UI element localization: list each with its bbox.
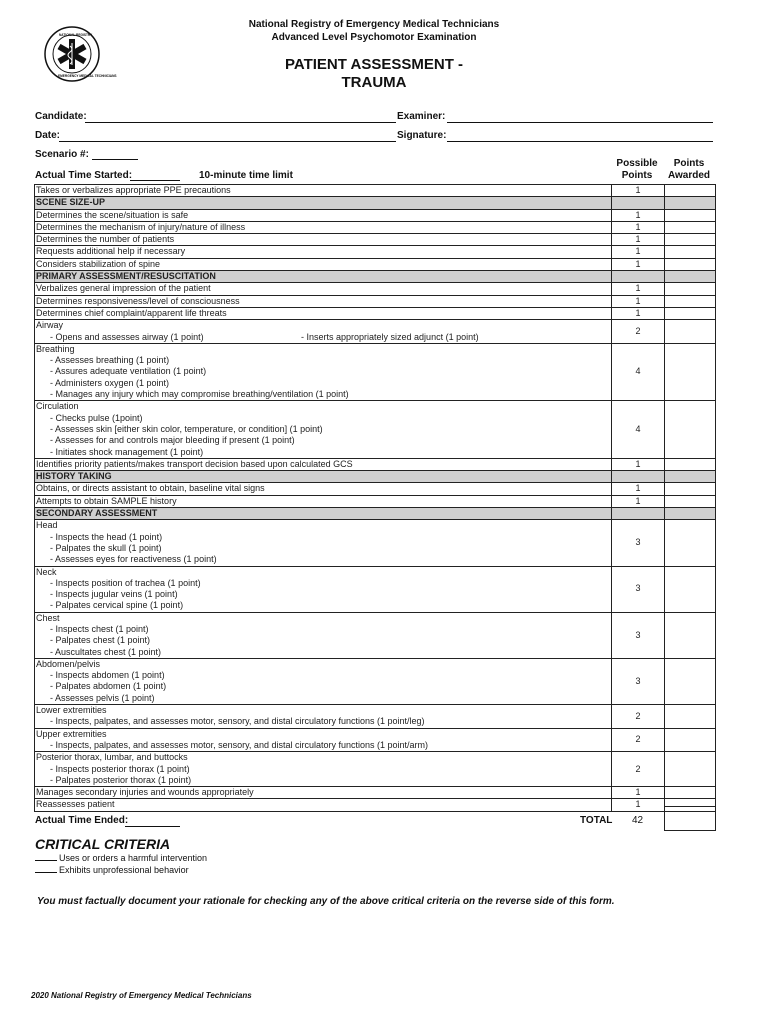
criterion-text: Abdomen/pelvis <box>36 658 101 669</box>
possible-points-cell: 1 <box>612 799 665 811</box>
table-row <box>35 209 716 221</box>
criterion-cell <box>35 787 612 799</box>
section-points-cell <box>612 271 665 283</box>
points-awarded-cell[interactable] <box>665 283 716 295</box>
sub-criterion-text: - Palpates abdomen (1 point) <box>50 681 167 692</box>
section-heading <box>35 471 612 483</box>
sub-criterion-text: - Inspects jugular veins (1 point) <box>50 589 178 600</box>
criterion-cell <box>35 295 612 307</box>
table-row <box>35 343 716 400</box>
criterion-text: Determines the mechanism of injury/nature of illness <box>36 221 246 232</box>
possible-points-cell: 1 <box>612 258 665 270</box>
possible-points-cell: 4 <box>612 343 665 400</box>
candidate-label: Candidate: <box>35 111 87 122</box>
possible-points-cell: 4 <box>612 401 665 458</box>
total-awarded-box[interactable] <box>664 806 716 831</box>
section-row <box>35 471 716 483</box>
sub-criterion-text: - Palpates posterior thorax (1 point) <box>50 774 192 785</box>
form-title-line2: TRAUMA <box>341 74 407 91</box>
section-row <box>35 508 716 520</box>
examiner-label: Examiner: <box>397 111 446 122</box>
section-row <box>35 197 716 209</box>
points-awarded-cell[interactable] <box>665 221 716 233</box>
points-awarded-cell[interactable] <box>665 752 716 787</box>
criterion-text: Lower extremities <box>36 705 107 716</box>
form-title-line1: PATIENT ASSESSMENT - <box>284 56 464 73</box>
criterion-cell <box>35 185 612 197</box>
points-awarded-cell[interactable] <box>665 566 716 612</box>
possible-points-cell: 2 <box>612 320 665 344</box>
criterion-text: Determines responsiveness/level of consciousness <box>36 295 240 306</box>
examiner-field[interactable] <box>447 122 713 123</box>
sub-criterion-text: - Assesses pelvis (1 point) <box>50 692 155 703</box>
points-awarded-cell[interactable] <box>665 307 716 319</box>
criterion-text: Determines the scene/situation is safe <box>36 209 189 220</box>
table-row <box>35 283 716 295</box>
points-awarded-cell[interactable] <box>665 612 716 658</box>
criterion-cell <box>35 566 612 612</box>
points-awarded-header: Points Awarded <box>667 158 711 181</box>
criterion-cell <box>35 221 612 233</box>
sub-criterion-text: - Inspects position of trachea (1 point) <box>50 577 201 588</box>
possible-points-cell: 1 <box>612 246 665 258</box>
criterion-text: Identifies priority patients/makes transport decision based upon calculated GCS <box>36 458 353 469</box>
table-row <box>35 658 716 704</box>
time-ended-label: Actual Time Ended: <box>35 815 129 826</box>
section-heading <box>35 271 612 283</box>
criterion-cell <box>35 495 612 507</box>
criterion-cell <box>35 320 612 344</box>
possible-points-cell: 1 <box>612 483 665 495</box>
possible-points-cell: 2 <box>612 752 665 787</box>
criterion-cell <box>35 658 612 704</box>
criterion-cell <box>35 401 612 458</box>
critical-item[interactable]: Exhibits unprofessional behavior <box>35 865 189 875</box>
criterion-text: Circulation <box>36 401 79 412</box>
possible-points-cell: 3 <box>612 612 665 658</box>
org-name: National Registry of Emergency Medical Technicians <box>248 19 500 30</box>
sub-criterion-text: - Manages any injury which may compromise breathing/ventilation (1 point) <box>50 389 349 400</box>
sub-criterion-text: - Checks pulse (1point) <box>50 412 143 423</box>
points-awarded-cell[interactable] <box>665 258 716 270</box>
sub-criterion-text: - Auscultates chest (1 point) <box>50 646 162 657</box>
criterion-text: Manages secondary injuries and wounds appropriately <box>36 787 254 798</box>
criterion-cell <box>35 307 612 319</box>
points-awarded-cell[interactable] <box>665 185 716 197</box>
possible-points-cell: 1 <box>612 787 665 799</box>
section-awarded-cell <box>665 508 716 520</box>
possible-points-cell: 1 <box>612 307 665 319</box>
signature-label: Signature: <box>397 130 447 141</box>
criterion-text: Verbalizes general impression of the patient <box>36 283 211 294</box>
criterion-cell <box>35 705 612 729</box>
total-value: 42 <box>632 815 644 826</box>
points-awarded-cell[interactable] <box>665 458 716 470</box>
section-row <box>35 271 716 283</box>
table-row <box>35 612 716 658</box>
table-row <box>35 799 716 811</box>
criterion-cell <box>35 520 612 566</box>
signature-field[interactable] <box>447 141 713 142</box>
table-row <box>35 520 716 566</box>
section-label: PRIMARY ASSESSMENT/RESUSCITATION <box>36 271 216 282</box>
date-field[interactable] <box>59 141 396 142</box>
svg-text:EMERGENCY MEDICAL TECHNICIANS: EMERGENCY MEDICAL TECHNICIANS <box>58 74 117 78</box>
candidate-field[interactable] <box>85 122 396 123</box>
possible-points-cell: 1 <box>612 185 665 197</box>
table-row <box>35 320 716 344</box>
criterion-cell <box>35 258 612 270</box>
possible-points-cell: 1 <box>612 221 665 233</box>
table-row <box>35 295 716 307</box>
section-label: SECONDARY ASSESSMENT <box>36 508 158 519</box>
section-label: HISTORY TAKING <box>36 471 112 482</box>
table-row <box>35 705 716 729</box>
criterion-text: Determines the number of patients <box>36 234 175 245</box>
points-awarded-cell[interactable] <box>665 295 716 307</box>
sub-criterion-text: - Inspects the head (1 point) <box>50 531 163 542</box>
points-awarded-cell[interactable] <box>665 209 716 221</box>
criterion-text: Chest <box>36 612 60 623</box>
criterion-text: Takes or verbalizes appropriate PPE precautions <box>36 185 231 195</box>
table-row <box>35 483 716 495</box>
table-row <box>35 728 716 752</box>
points-awarded-cell[interactable] <box>665 705 716 729</box>
points-awarded-cell[interactable] <box>665 658 716 704</box>
points-awarded-cell[interactable] <box>665 495 716 507</box>
table-row <box>35 566 716 612</box>
documentation-note: You must factually document your rationale for checking any of the above critical criteria on the reverse side of this form. <box>37 896 615 907</box>
time-started-field[interactable] <box>130 180 180 181</box>
sub-criterion-text: - Inspects, palpates, and assesses motor, sensory, and distal circulatory functions (1 point/arm) <box>50 739 429 750</box>
possible-points-header: Possible Points <box>616 158 658 181</box>
scenario-label: Scenario #: <box>35 149 89 160</box>
sub-criterion-text: - Inspects chest (1 point) <box>50 623 149 634</box>
section-points-cell <box>612 508 665 520</box>
possible-points-cell: 1 <box>612 458 665 470</box>
criterion-cell <box>35 799 612 811</box>
criterion-cell <box>35 458 612 470</box>
table-row <box>35 752 716 787</box>
possible-points-cell: 2 <box>612 728 665 752</box>
section-label: SCENE SIZE-UP <box>36 197 106 208</box>
sub-criterion-text: - Inspects posterior thorax (1 point) <box>50 763 190 774</box>
table-row <box>35 787 716 799</box>
possible-points-cell: 1 <box>612 495 665 507</box>
scenario-field[interactable] <box>92 159 138 160</box>
table-row <box>35 246 716 258</box>
possible-points-cell: 3 <box>612 658 665 704</box>
criterion-cell <box>35 752 612 787</box>
criterion-text: Reassesses patient <box>36 799 115 810</box>
time-ended-field[interactable] <box>125 826 180 827</box>
critical-item[interactable]: Uses or orders a harmful intervention <box>35 853 207 863</box>
criterion-text: Upper extremities <box>36 728 107 739</box>
section-awarded-cell <box>665 471 716 483</box>
points-awarded-cell[interactable] <box>665 787 716 799</box>
criterion-text: Neck <box>36 566 57 577</box>
criterion-text: Considers stabilization of spine <box>36 258 161 269</box>
date-label: Date: <box>35 130 61 141</box>
sub-criterion-text: - Palpates cervical spine (1 point) <box>50 600 184 611</box>
possible-points-cell: 3 <box>612 566 665 612</box>
possible-points-cell: 1 <box>612 209 665 221</box>
criterion-text: Attempts to obtain SAMPLE history <box>36 495 177 506</box>
sub-criterion-text: - Opens and assesses airway (1 point) <box>50 331 204 342</box>
time-started-label: Actual Time Started: <box>35 170 133 181</box>
criterion-cell <box>35 728 612 752</box>
critical-criteria-title: CRITICAL CRITERIA <box>35 836 171 852</box>
sub-criterion-text: - Initiates shock management (1 point) <box>50 446 204 457</box>
table-row <box>35 307 716 319</box>
criterion-text: Requests additional help if necessary <box>36 246 186 257</box>
possible-points-cell: 1 <box>612 283 665 295</box>
svg-text:NATIONAL REGISTRY: NATIONAL REGISTRY <box>59 33 93 37</box>
criterion-cell <box>35 483 612 495</box>
section-awarded-cell <box>665 271 716 283</box>
critical-checkbox-blank[interactable] <box>35 872 57 873</box>
sub-criterion-text: - Palpates chest (1 point) <box>50 635 151 646</box>
time-limit-label: 10-minute time limit <box>199 170 293 181</box>
points-awarded-cell[interactable] <box>665 401 716 458</box>
sub-criterion-text: - Assesses for and controls major bleeding if present (1 point) <box>50 435 295 446</box>
points-awarded-cell[interactable] <box>665 234 716 246</box>
sub-criterion-text: - Assures adequate ventilation (1 point) <box>50 366 207 377</box>
exam-name: Advanced Level Psychomotor Examination <box>271 32 477 43</box>
criterion-cell <box>35 246 612 258</box>
points-awarded-cell[interactable] <box>665 320 716 344</box>
section-heading <box>35 197 612 209</box>
table-row <box>35 258 716 270</box>
section-heading <box>35 508 612 520</box>
sub-criterion-text: - Assesses eyes for reactiveness (1 point) <box>50 554 217 565</box>
criterion-cell <box>35 612 612 658</box>
points-awarded-cell[interactable] <box>665 246 716 258</box>
points-awarded-cell[interactable] <box>665 520 716 566</box>
criterion-cell <box>35 343 612 400</box>
sub-criterion-text: - Inserts appropriately sized adjunct (1 point) <box>301 331 479 342</box>
table-row <box>35 495 716 507</box>
sub-criterion-text: - Assesses skin [either skin color, temperature, or condition] (1 point) <box>50 423 323 434</box>
possible-points-cell: 2 <box>612 705 665 729</box>
sub-criterion-text: - Assesses breathing (1 point) <box>50 355 170 366</box>
criterion-text: Determines chief complaint/apparent life threats <box>36 307 227 318</box>
criterion-cell <box>35 283 612 295</box>
total-label: TOTAL <box>580 815 613 826</box>
possible-points-cell: 1 <box>612 295 665 307</box>
nremt-seal-logo <box>44 26 117 82</box>
criterion-text: Airway <box>36 320 64 331</box>
table-row <box>35 458 716 470</box>
sub-criterion-text: - Inspects, palpates, and assesses motor, sensory, and distal circulatory functions (1 point/leg) <box>50 716 425 727</box>
copyright: 2020 National Registry of Emergency Medical Technicians <box>31 991 252 1000</box>
criterion-text: Head <box>36 520 58 531</box>
possible-points-cell: 1 <box>612 234 665 246</box>
criterion-text: Breathing <box>36 343 75 354</box>
table-row <box>35 401 716 458</box>
sub-criterion-text: - Inspects abdomen (1 point) <box>50 670 165 681</box>
criterion-cell <box>35 234 612 246</box>
sub-criterion-text: - Administers oxygen (1 point) <box>50 377 170 388</box>
section-awarded-cell <box>665 197 716 209</box>
assessment-table <box>34 184 716 812</box>
section-points-cell <box>612 197 665 209</box>
criterion-text: Obtains, or directs assistant to obtain, baseline vital signs <box>36 483 265 494</box>
table-row <box>35 221 716 233</box>
criterion-text: Posterior thorax, lumbar, and buttocks <box>36 752 188 763</box>
points-awarded-cell[interactable] <box>665 728 716 752</box>
sub-criterion-text: - Palpates the skull (1 point) <box>50 542 162 553</box>
table-row <box>35 185 716 197</box>
table-row <box>35 234 716 246</box>
points-awarded-cell[interactable] <box>665 483 716 495</box>
criterion-cell <box>35 209 612 221</box>
critical-checkbox-blank[interactable] <box>35 860 57 861</box>
section-points-cell <box>612 471 665 483</box>
possible-points-cell: 3 <box>612 520 665 566</box>
points-awarded-cell[interactable] <box>665 343 716 400</box>
